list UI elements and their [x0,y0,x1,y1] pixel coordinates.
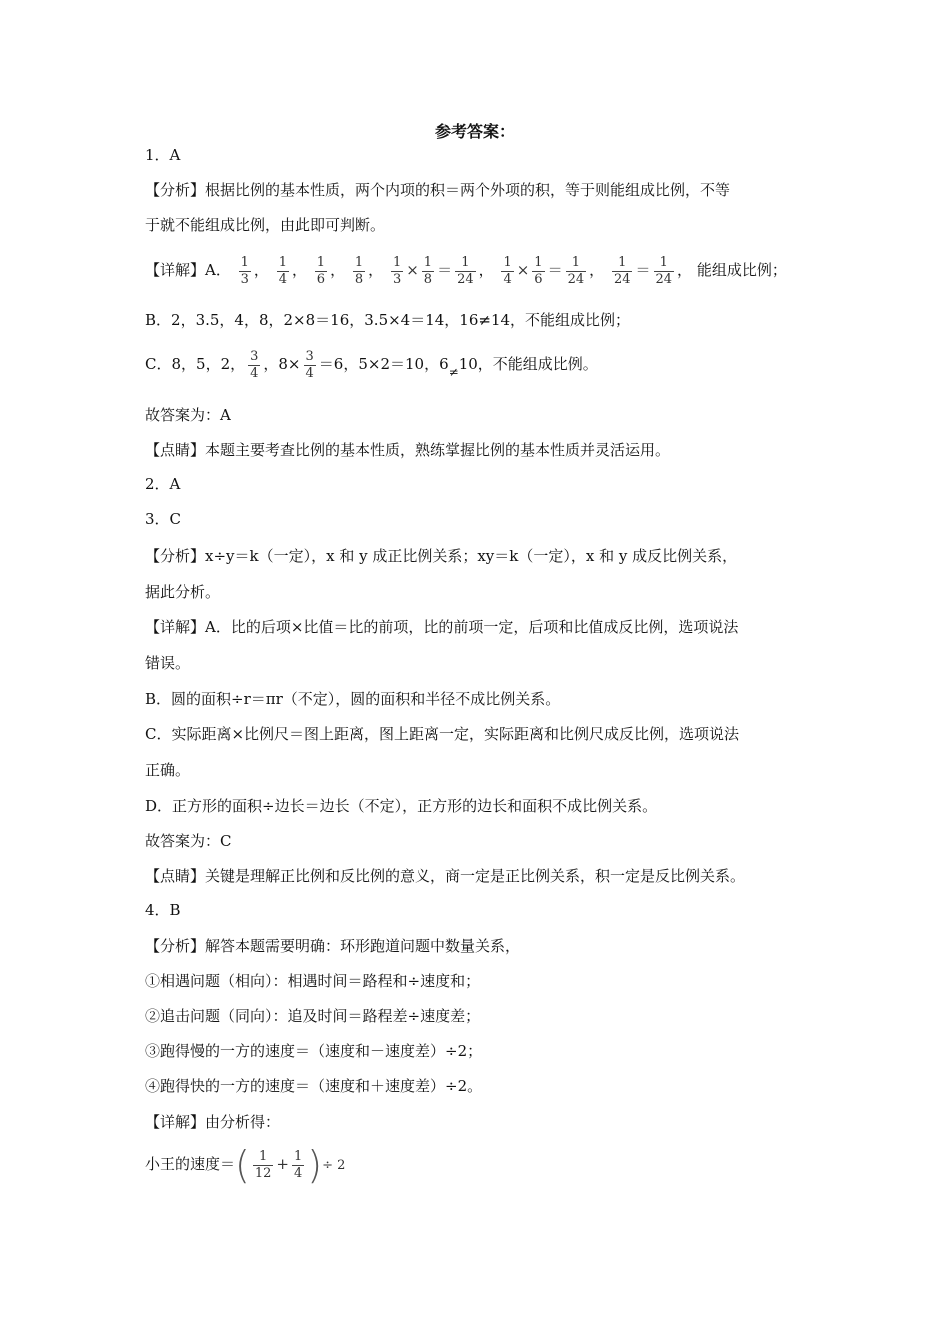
fraction-one-twentyfourth: $\frac{1}{24}$ [567,254,585,287]
detail-label: 【详解】A． [145,261,231,279]
q1-analysis-line1: 【分析】根据比例的基本性质，两个内项的积＝两个外项的积，等于则能组成比例，不等 [145,181,731,199]
fraction-one-eighth: $\frac{1}{8}$ [423,254,433,287]
fraction-one-twentyfourth: $\frac{1}{24}$ [655,254,673,287]
q1-analysis-line2: 于就不能组成比例，由此即可判断。 [145,216,386,234]
fraction-one-sixth: $\frac{1}{6}$ [316,254,326,287]
fraction-one-sixth: $\frac{1}{6}$ [534,254,543,287]
q3-answer: 3．C [145,510,182,528]
q3-analysis-line2: 据此分析。 [145,583,221,601]
fraction-three-fourths: $\frac{3}{4}$ [305,348,314,381]
fraction-one-twentyfourth: $\frac{1}{24}$ [613,254,631,287]
q1-detail-b: B．2，3.5，4，8，2×8＝16，3.5×4＝14，16≠14，不能组成比例； [145,311,631,329]
q3-analysis-line1: 【分析】x÷y＝k（一定），x 和 y 成正比例关系；xy＝k（一定），x 和 y 成反比例关系， [145,547,738,565]
q3-detail-a-line2: 错误。 [145,654,191,672]
q4-analysis: 【分析】解答本题需要明确：环形跑道问题中数量关系， [145,937,521,955]
not-equal-sign: ≠ [448,365,459,379]
q3-detail-d: D．正方形的面积÷边长＝边长（不定），正方形的边长和面积不成比例关系。 [145,797,658,815]
q1-detail-c: C．8，5，2， $\frac{3}{4}$ ，8× $\frac{3}{4}$ ＝6，5×2＝10，$6_\ne 10$，不能组成比例。 [145,348,598,381]
q4-item-2: ②追击问题（同向）：追及时间＝路程差÷速度差； [145,1007,481,1025]
q4-item-4: ④跑得快的一方的速度＝（速度和＋速度差）÷2。 [145,1077,483,1095]
detail-conclusion: 能组成比例； [696,261,787,279]
q1-detail-a: 【详解】A． $\frac{1}{3}$ ， $\frac{1}{4}$ ， $\frac{1}{6}$ ， $\frac{1}{8}$ ， $\frac{1}{3}$ × $\frac{1}{8}$ ＝ $\frac{1}{24}$ ， $\frac{1}{4}$ × $\frac{1}{6}$ ＝ $\frac{1}{24}$ ， $\frac{1}{24}$ ＝ $\frac{1}{24}$ ， 能组成比例； [145,254,787,287]
q4-answer: 4．B [145,901,181,919]
fraction-one-twelfth: $\frac{1}{12}$ [254,1148,272,1181]
q4-item-3: ③跑得慢的一方的速度＝（速度和－速度差）÷2； [145,1042,483,1060]
fraction-one-twentyfourth: $\frac{1}{24}$ [457,254,474,287]
q1-final-answer: 故答案为：A [145,406,231,424]
fraction-one-fourth: $\frac{1}{4}$ [278,254,287,287]
q4-detail: 【详解】由分析得： [145,1113,281,1131]
q2-answer: 2．A [145,475,181,493]
q3-final-answer: 故答案为：C [145,832,232,850]
q3-detail-b: B．圆的面积÷r＝πr（不定），圆的面积和半径不成比例关系。 [145,690,561,708]
q3-detail-c-line2: 正确。 [145,761,191,779]
fraction-one-third: $\frac{1}{3}$ [240,254,249,287]
page-title: 参考答案： [434,122,515,141]
q3-detail-a-line1: 【详解】A．比的后项×比值＝比的前项，比的前项一定，后项和比值成反比例，选项说法 [145,618,739,636]
fraction-three-fourths: $\frac{3}{4}$ [250,348,259,381]
q1-answer: 1．A [145,146,181,164]
fraction-one-eighth: $\frac{1}{8}$ [354,254,364,287]
fraction-one-fourth: $\frac{1}{4}$ [293,1148,303,1181]
q3-comment: 【点睛】关键是理解正比例和反比例的意义，商一定是正比例关系，积一定是反比例关系。 [145,867,746,885]
fraction-one-fourth: $\frac{1}{4}$ [503,254,512,287]
q1-comment: 【点睛】本题主要考查比例的基本性质，熟练掌握比例的基本性质并灵活运用。 [145,441,671,459]
q4-item-1: ①相遇问题（相向）：相遇时间＝路程和÷速度和； [145,972,481,990]
q3-detail-c-line1: C．实际距离×比例尺＝图上距离，图上距离一定，实际距离和比例尺成反比例，选项说法 [145,725,740,743]
fraction-one-third: $\frac{1}{3}$ [392,254,402,287]
q4-speed-formula: 小王的速度＝( $\frac{1}{12}$ + $\frac{1}{4}$ )÷ 2 [145,1143,346,1187]
